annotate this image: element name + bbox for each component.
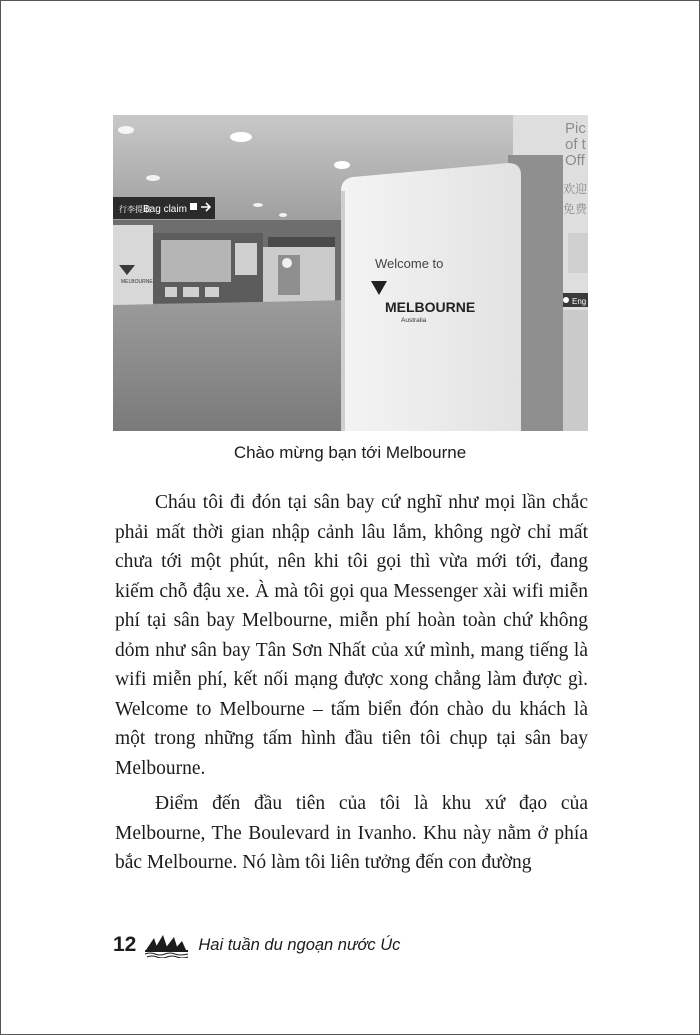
melbourne-brand-text: MELBOURNE	[385, 299, 476, 315]
svg-text:欢迎: 欢迎	[563, 182, 588, 196]
sydney-opera-house-icon	[144, 932, 190, 958]
body-text	[115, 488, 588, 884]
svg-text:行李提取: 行李提取	[119, 205, 151, 214]
wall-text-line-2: of t	[565, 136, 586, 153]
paragraph-2: Điểm đến đầu tiên của tôi là khu xứ đạo của Melbourne, The Boulevard in Ivanho. Khu này nằm ở phía bắc Melbourne. Nó làm tôi liên tưởng đến con đường	[115, 793, 588, 873]
page-footer	[113, 930, 400, 960]
wall-text-line-1: Pic	[565, 120, 586, 137]
photo-welcome-to-melbourne	[113, 115, 588, 431]
page-number: 12	[113, 933, 137, 956]
wall-text-line-3: Off	[565, 152, 585, 169]
australia-text: Australia	[401, 317, 427, 324]
svg-text:免费: 免费	[563, 202, 588, 216]
bag-claim-sign: Bag claim	[143, 204, 187, 215]
welcome-to-text: Welcome to	[375, 256, 444, 271]
svg-text:MELBOURNE: MELBOURNE	[121, 279, 153, 285]
paragraph-1: Cháu tôi đi đón tại sân bay cứ nghĩ như mọi lần chắc phải mất thời gian nhập cảnh lâu lắm, không ngờ chỉ mất chưa tới một phút, nên khi tôi gọi thì vừa mới tới, đang kiếm chỗ đậu xe. À mà tôi gọi qua Messenger xài wifi miễn phí tại sân bay Melbourne, miễn phí hoàn toàn chứ không dỏm như sân bay Tân Sơn Nhất của xứ mình, mang tiếng là wifi miễn phí, kết nối mạng được xong chẳng làm được gì. Welcome to Melbourne – tấm biển đón chào du khách là một trong những tấm hình đầu tiên tôi chụp tại sân bay Melbourne.	[115, 492, 588, 779]
book-title: Hai tuần du ngoạn nước Úc	[198, 935, 401, 954]
side-sign-text: Eng	[572, 297, 587, 306]
photo-caption: Chào mừng bạn tới Melbourne	[233, 443, 467, 462]
